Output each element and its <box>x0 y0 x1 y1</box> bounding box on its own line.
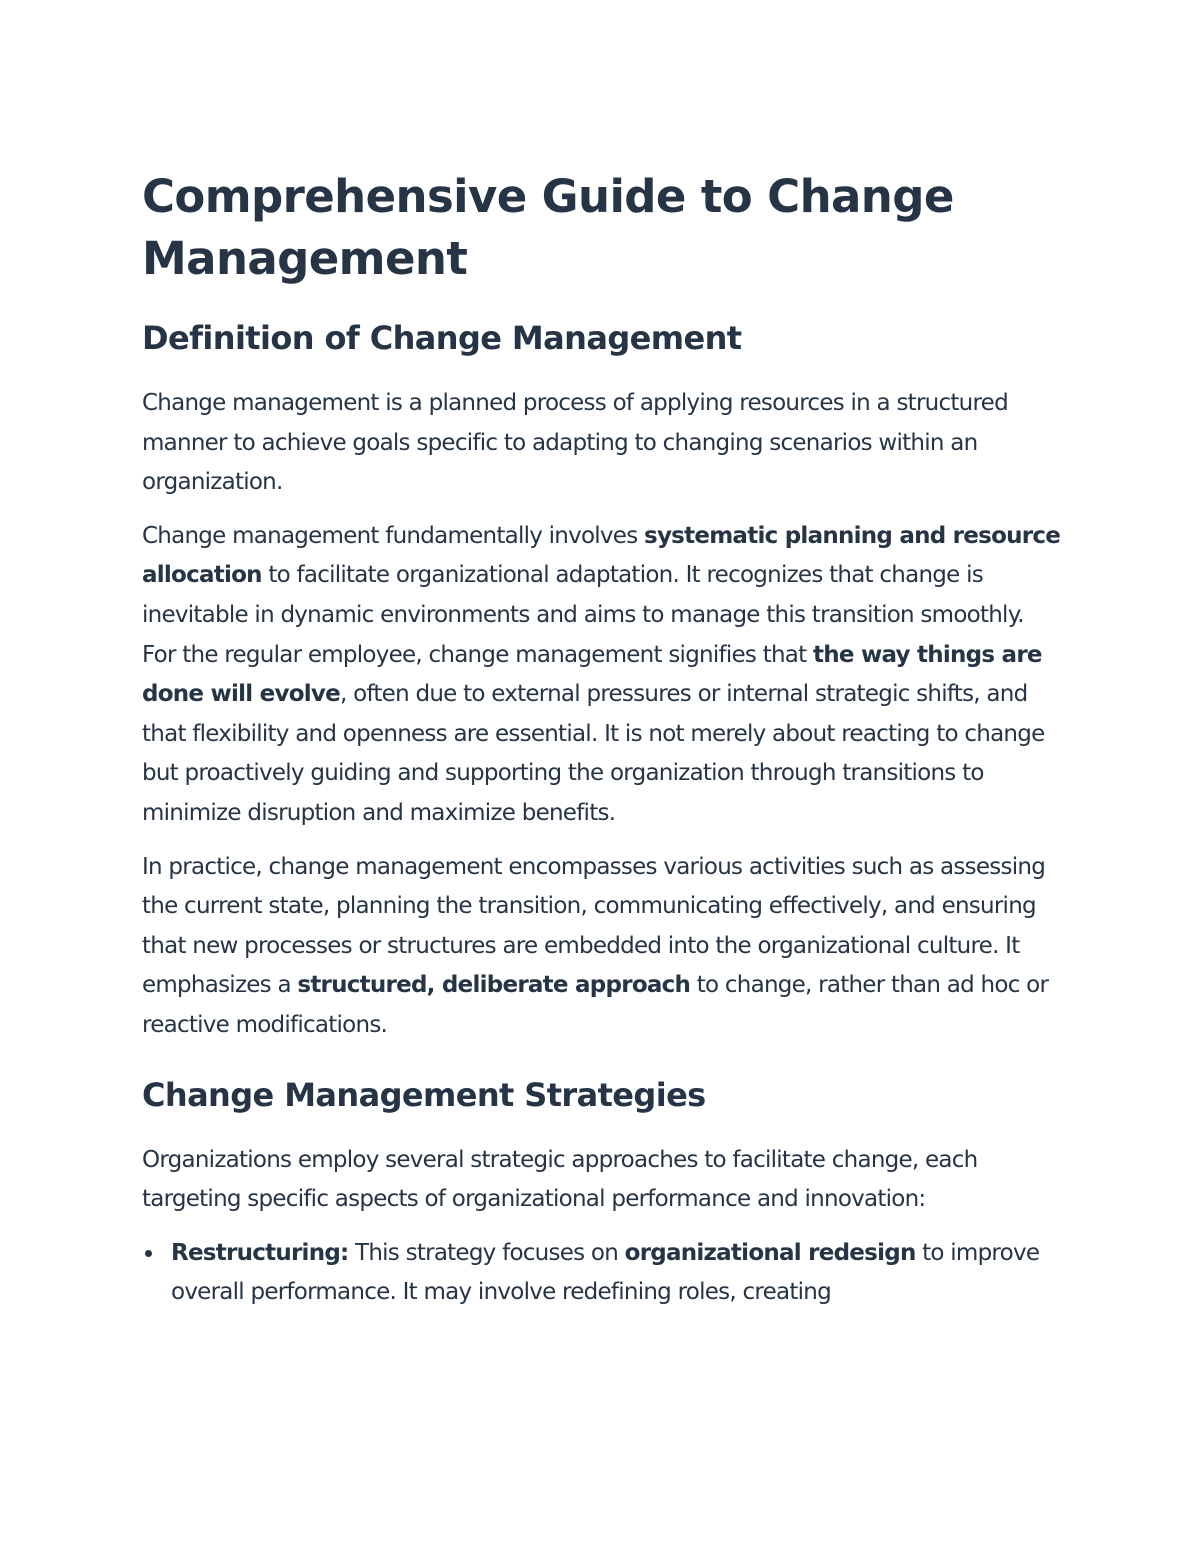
document-page <box>142 166 1062 1313</box>
bold-run: structured, deliberate approach <box>297 972 691 999</box>
bold-run: organizational redesign <box>624 1239 916 1266</box>
text-run: This strategy focuses on <box>348 1239 625 1266</box>
section-heading-strategies: Change Management Strategies <box>142 1075 706 1114</box>
fundamentals-paragraph <box>142 517 1062 834</box>
bold-run: the way things are done will evolve <box>142 641 1042 708</box>
text-run: In practice, change management encompasses various activities such as assessing the current state, planning the transition, communicating effectively, and ensuring that new processes or structures are embedded into the organizational culture. It emphasizes a <box>142 853 1046 999</box>
definition-paragraph: Change management is a planned process of applying resources in a structured manner to achieve goals specific to adapting to changing scenarios within an organization. <box>142 390 1008 496</box>
text-run: to improve overall performance. It may involve redefining roles, creating <box>171 1239 1040 1306</box>
list-item <box>142 1234 1062 1313</box>
text-run: to facilitate organizational adaptation. It recognizes that change is inevitable in dynamic environments and aims to manage this transition smoothly. For the regular employee, change management signifies that <box>142 562 1024 668</box>
strategies-list <box>142 1234 1062 1313</box>
strategies-intro-paragraph: Organizations employ several strategic approaches to facilitate change, each targeting specific aspects of organizational performance and innovation: <box>142 1146 978 1213</box>
bullet-icon <box>145 1250 152 1257</box>
text-run: to change, rather than ad hoc or reactive modifications. <box>142 972 1049 1038</box>
section-heading-definition: Definition of Change Management <box>142 319 742 357</box>
practice-paragraph <box>142 848 1062 1046</box>
document-title: Comprehensive Guide to Change Management <box>142 170 954 285</box>
text-run: Change management fundamentally involves <box>142 522 644 549</box>
text-run: , often due to external pressures or internal strategic shifts, and that flexibility and openness are essential. It is not merely about reacting to change but proactively guiding and supporting the organization through transitions to minimize disruption and maximize benefits. <box>142 681 1045 826</box>
bold-run: systematic planning and resource allocation <box>142 522 1061 589</box>
list-item-label: Restructuring: <box>171 1239 349 1266</box>
